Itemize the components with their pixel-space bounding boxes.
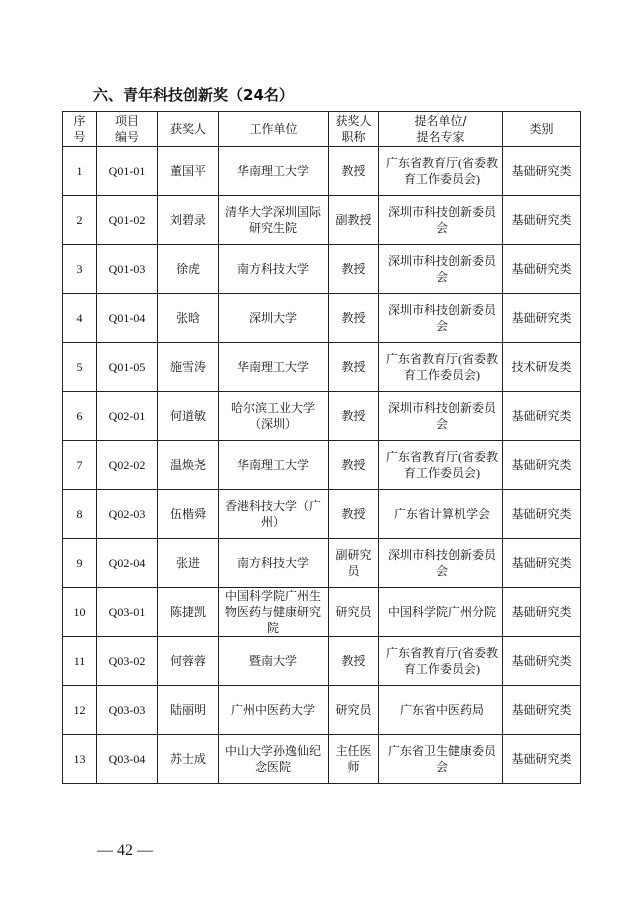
winner-cell: [158, 343, 219, 392]
title-value: 教授: [341, 654, 366, 668]
winner-cell: [158, 637, 219, 686]
seq-cell: [63, 196, 97, 245]
nominator-value: 深圳市科技创新委员会: [387, 254, 496, 284]
table-row: [63, 245, 581, 294]
header-title: [329, 112, 379, 147]
seq-value: 2: [76, 213, 83, 227]
nominator-value: 广东省教育厅(省委教育工作委员会): [386, 450, 498, 480]
seq-value: 1: [76, 164, 83, 178]
winner-cell: [158, 196, 219, 245]
title-value: 教授: [341, 164, 366, 178]
work-unit-value: 深圳大学: [248, 311, 297, 325]
work-unit-cell: [219, 490, 329, 539]
table-row: [63, 196, 581, 245]
project-no-cell: [97, 392, 158, 441]
work-unit-cell: [219, 392, 329, 441]
seq-value: 13: [73, 752, 86, 766]
winner-cell: [158, 441, 219, 490]
seq-cell: [63, 735, 97, 784]
winner-value: 张进: [175, 556, 200, 570]
seq-cell: [63, 441, 97, 490]
table-header: [63, 112, 581, 147]
seq-value: 10: [73, 605, 86, 619]
seq-cell: [63, 392, 97, 441]
category-value: 技术研发类: [511, 360, 572, 374]
title-cell: [329, 490, 379, 539]
winner-cell: [158, 245, 219, 294]
nominator-cell: [379, 637, 503, 686]
category-value: 基础研究类: [511, 556, 572, 570]
title-value: 教授: [341, 360, 366, 374]
table-row: [63, 392, 581, 441]
project-no-cell: [97, 245, 158, 294]
work-unit-value: 中山大学孙逸仙纪念医院: [224, 744, 321, 774]
winner-value: 何道敏: [169, 409, 206, 423]
table-row: [63, 294, 581, 343]
title-value: 副研究员: [335, 548, 372, 578]
nominator-cell: [379, 147, 503, 196]
category-value: 基础研究类: [511, 164, 572, 178]
work-unit-cell: [219, 147, 329, 196]
header-winner: [158, 112, 219, 147]
nominator-value: 广东省中医药局: [399, 703, 484, 717]
category-cell: [503, 196, 581, 245]
project-no-value: Q03-03: [108, 703, 146, 717]
title-cell: [329, 147, 379, 196]
category-cell: [503, 343, 581, 392]
table-row: [63, 441, 581, 490]
winner-cell: [158, 539, 219, 588]
category-cell: [503, 588, 581, 637]
seq-value: 4: [76, 311, 83, 325]
seq-value: 8: [76, 507, 83, 521]
category-cell: [503, 441, 581, 490]
nominator-value: 广东省教育厅(省委教育工作委员会): [386, 156, 498, 186]
nominator-cell: [379, 735, 503, 784]
project-no-value: Q03-01: [108, 605, 146, 619]
project-no-value: Q01-03: [108, 262, 146, 276]
title-value: 教授: [341, 311, 366, 325]
work-unit-cell: [219, 343, 329, 392]
table-row: [63, 343, 581, 392]
work-unit-value: 南方科技大学: [236, 262, 309, 276]
seq-value: 3: [76, 262, 83, 276]
nominator-cell: [379, 441, 503, 490]
category-value: 基础研究类: [511, 409, 572, 423]
work-unit-value: 中国科学院广州生物医药与健康研究院: [224, 589, 321, 635]
table-row: [63, 735, 581, 784]
project-no-cell: [97, 196, 158, 245]
title-cell: [329, 196, 379, 245]
work-unit-cell: [219, 539, 329, 588]
winner-value: 温焕尧: [169, 458, 206, 472]
nominator-cell: [379, 343, 503, 392]
title-cell: [329, 294, 379, 343]
seq-value: 7: [76, 458, 83, 472]
nominator-value: 深圳市科技创新委员会: [387, 401, 496, 431]
title-cell: [329, 343, 379, 392]
title-cell: [329, 686, 379, 735]
work-unit-value: 华南理工大学: [236, 164, 309, 178]
seq-cell: [63, 343, 97, 392]
project-no-cell: [97, 735, 158, 784]
header-project-no-label: 项目编号: [114, 114, 139, 144]
nominator-value: 广东省教育厅(省委教育工作委员会): [386, 352, 498, 382]
header-winner-label: 获奖人: [169, 122, 206, 136]
work-unit-cell: [219, 245, 329, 294]
nominator-cell: [379, 245, 503, 294]
category-cell: [503, 490, 581, 539]
project-no-value: Q02-03: [108, 507, 146, 521]
project-no-cell: [97, 147, 158, 196]
nominator-cell: [379, 392, 503, 441]
work-unit-cell: [219, 637, 329, 686]
category-value: 基础研究类: [511, 213, 572, 227]
title-cell: [329, 588, 379, 637]
seq-value: 12: [73, 703, 86, 717]
title-cell: [329, 392, 379, 441]
title-cell: [329, 637, 379, 686]
seq-cell: [63, 294, 97, 343]
title-value: 研究员: [335, 605, 372, 619]
header-row: [63, 112, 581, 147]
table-row: [63, 539, 581, 588]
winner-cell: [158, 294, 219, 343]
category-cell: [503, 735, 581, 784]
seq-value: 6: [76, 409, 83, 423]
project-no-cell: [97, 637, 158, 686]
table-row: [63, 147, 581, 196]
winner-value: 董国平: [169, 164, 206, 178]
header-nominator: [379, 112, 503, 147]
work-unit-value: 华南理工大学: [236, 360, 309, 374]
category-value: 基础研究类: [511, 507, 572, 521]
nominator-value: 广东省教育厅(省委教育工作委员会): [386, 646, 498, 676]
header-work-unit: [219, 112, 329, 147]
work-unit-cell: [219, 294, 329, 343]
project-no-cell: [97, 490, 158, 539]
page-number: — 42 —: [97, 842, 153, 859]
title-cell: [329, 441, 379, 490]
nominator-value: 广东省计算机学会: [393, 507, 490, 521]
category-cell: [503, 245, 581, 294]
winner-value: 伍楷舜: [169, 507, 206, 521]
category-value: 基础研究类: [511, 458, 572, 472]
work-unit-cell: [219, 735, 329, 784]
work-unit-value: 华南理工大学: [236, 458, 309, 472]
work-unit-value: 广州中医药大学: [230, 703, 315, 717]
winner-cell: [158, 490, 219, 539]
nominator-value: 深圳市科技创新委员会: [387, 548, 496, 578]
nominator-value: 深圳市科技创新委员会: [387, 205, 496, 235]
project-no-value: Q02-01: [108, 409, 146, 423]
work-unit-cell: [219, 588, 329, 637]
seq-cell: [63, 588, 97, 637]
category-cell: [503, 147, 581, 196]
winner-value: 施雪涛: [169, 360, 206, 374]
title-value: 主任医师: [335, 744, 372, 774]
section-title: 六、青年科技创新奖（24名）: [93, 86, 294, 104]
nominator-value: 广东省卫生健康委员会: [387, 744, 496, 774]
winner-value: 刘碧录: [169, 213, 206, 227]
winner-cell: [158, 686, 219, 735]
header-title-label: 获奖人职称: [335, 114, 372, 144]
winner-value: 陆丽明: [169, 703, 206, 717]
work-unit-cell: [219, 196, 329, 245]
seq-cell: [63, 539, 97, 588]
category-value: 基础研究类: [511, 752, 572, 766]
project-no-cell: [97, 539, 158, 588]
project-no-value: Q01-05: [108, 360, 146, 374]
header-category-label: 类别: [529, 122, 554, 136]
project-no-cell: [97, 588, 158, 637]
work-unit-cell: [219, 441, 329, 490]
work-unit-value: 南方科技大学: [236, 556, 309, 570]
header-category: [503, 112, 581, 147]
winner-cell: [158, 147, 219, 196]
category-value: 基础研究类: [511, 262, 572, 276]
title-value: 教授: [341, 458, 366, 472]
winner-value: 陈捷凯: [169, 605, 206, 619]
nominator-cell: [379, 294, 503, 343]
project-no-value: Q01-04: [108, 311, 146, 325]
title-cell: [329, 245, 379, 294]
table-row: [63, 490, 581, 539]
award-table: [62, 111, 581, 784]
work-unit-value: 香港科技大学（广州）: [224, 499, 321, 529]
category-cell: [503, 294, 581, 343]
table-row: [63, 588, 581, 637]
project-no-value: Q01-01: [108, 164, 146, 178]
category-cell: [503, 392, 581, 441]
title-value: 教授: [341, 262, 366, 276]
title-cell: [329, 735, 379, 784]
nominator-cell: [379, 196, 503, 245]
project-no-value: Q03-02: [108, 654, 146, 668]
seq-cell: [63, 147, 97, 196]
winner-value: 何蓉蓉: [169, 654, 206, 668]
category-value: 基础研究类: [511, 703, 572, 717]
seq-value: 9: [76, 556, 83, 570]
seq-cell: [63, 490, 97, 539]
winner-value: 徐虎: [175, 262, 200, 276]
winner-cell: [158, 588, 219, 637]
category-cell: [503, 637, 581, 686]
seq-cell: [63, 686, 97, 735]
seq-value: 5: [76, 360, 83, 374]
seq-cell: [63, 637, 97, 686]
winner-value: 苏士成: [169, 752, 206, 766]
header-work-unit-label: 工作单位: [249, 122, 298, 136]
table-row: [63, 686, 581, 735]
winner-cell: [158, 735, 219, 784]
project-no-value: Q03-04: [108, 752, 146, 766]
category-value: 基础研究类: [511, 605, 572, 619]
nominator-value: 中国科学院广州分院: [387, 605, 496, 619]
nominator-value: 深圳市科技创新委员会: [387, 303, 496, 333]
winner-cell: [158, 392, 219, 441]
work-unit-value: 哈尔滨工业大学（深圳）: [230, 401, 315, 431]
project-no-value: Q02-02: [108, 458, 146, 472]
category-value: 基础研究类: [511, 311, 572, 325]
work-unit-value: 清华大学深圳国际研究生院: [224, 205, 321, 235]
table-row: [63, 637, 581, 686]
category-cell: [503, 686, 581, 735]
title-cell: [329, 539, 379, 588]
title-value: 教授: [341, 507, 366, 521]
project-no-cell: [97, 441, 158, 490]
header-nominator-label: 提名单位/提名专家: [414, 114, 467, 144]
header-seq-label: 序号: [73, 114, 86, 144]
nominator-cell: [379, 588, 503, 637]
title-value: 研究员: [335, 703, 372, 717]
project-no-cell: [97, 294, 158, 343]
title-value: 副教授: [335, 213, 372, 227]
work-unit-value: 暨南大学: [248, 654, 297, 668]
nominator-cell: [379, 490, 503, 539]
seq-value: 11: [73, 654, 86, 668]
header-project-no: [97, 112, 158, 147]
category-cell: [503, 539, 581, 588]
work-unit-cell: [219, 686, 329, 735]
category-value: 基础研究类: [511, 654, 572, 668]
winner-value: 张晗: [175, 311, 200, 325]
project-no-cell: [97, 343, 158, 392]
project-no-cell: [97, 686, 158, 735]
nominator-cell: [379, 686, 503, 735]
title-value: 教授: [341, 409, 366, 423]
project-no-value: Q02-04: [108, 556, 146, 570]
header-seq: [63, 112, 97, 147]
table-body: [63, 147, 581, 784]
nominator-cell: [379, 539, 503, 588]
seq-cell: [63, 245, 97, 294]
project-no-value: Q01-02: [108, 213, 146, 227]
